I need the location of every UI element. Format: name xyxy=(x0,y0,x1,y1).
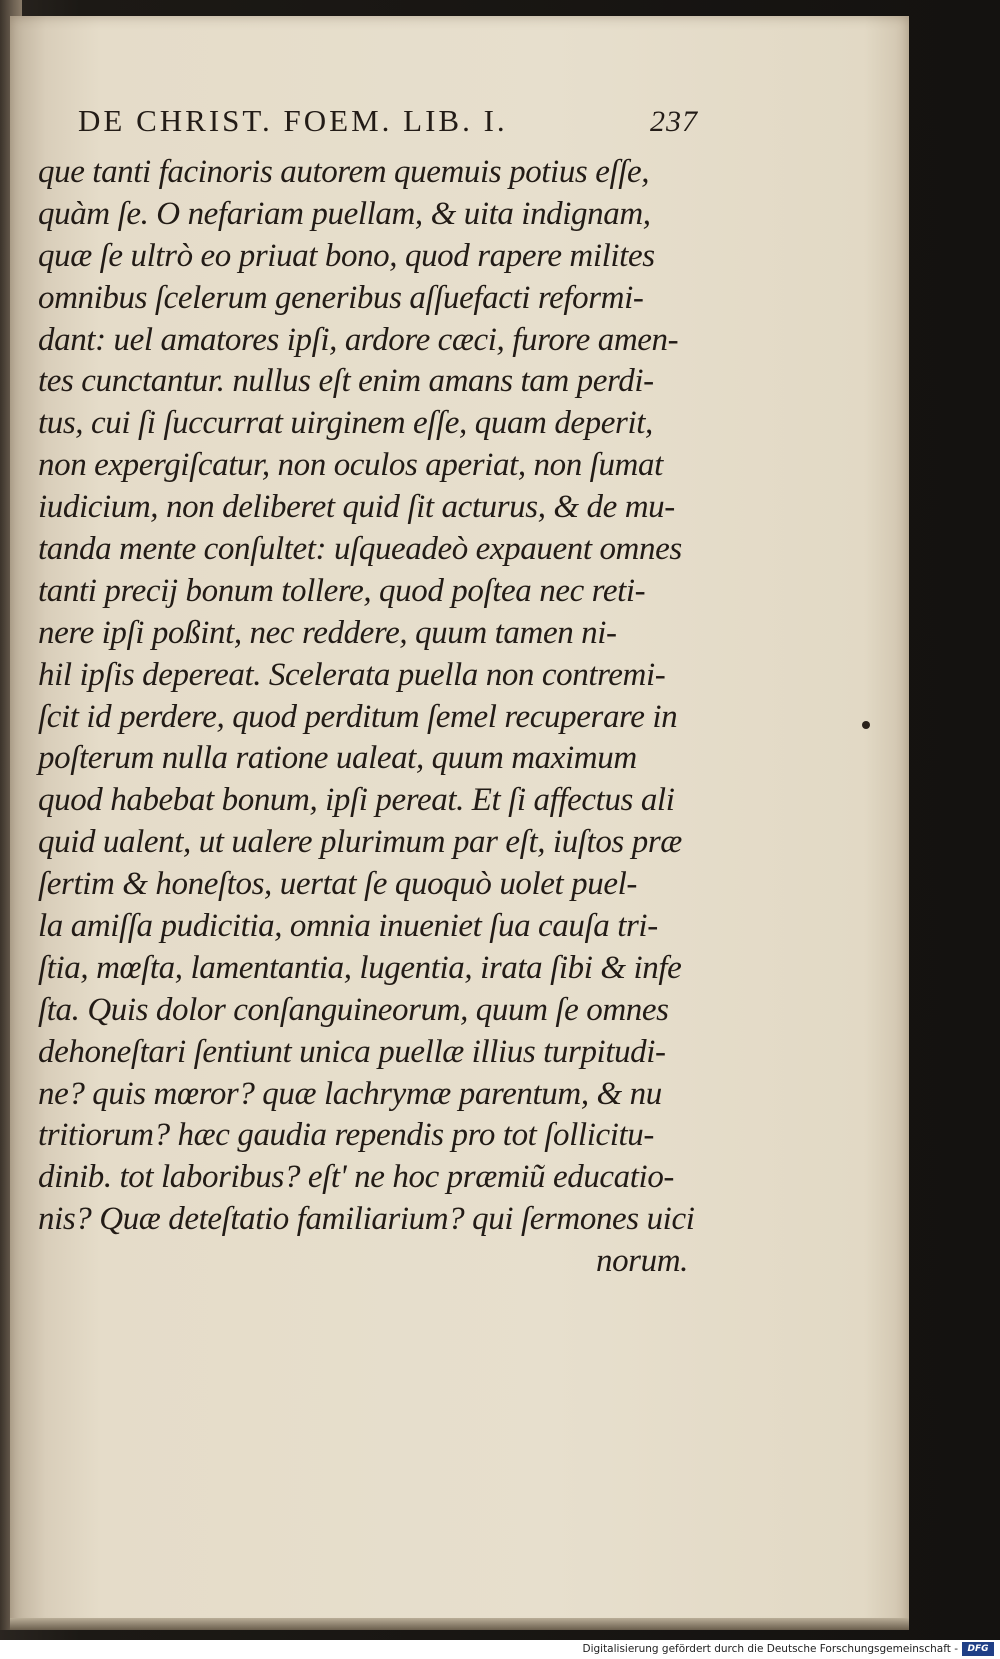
text-line: nere ipſi poßint, nec reddere, quum tamen ni- xyxy=(38,614,617,651)
text-line: dehoneſtari ſentiunt unica puellæ illius turpitudi- xyxy=(38,1033,666,1070)
text-line: tus, cui ſi ſuccurrat uirginem eſſe, quam deperit, xyxy=(38,405,653,442)
text-line: la amiſſa pudicitia, omnia inueniet ſua cauſa tri- xyxy=(38,908,658,945)
text-line: tanti precij bonum tollere, quod poſtea nec reti- xyxy=(38,572,646,609)
dfg-logo-text: DFG xyxy=(967,1644,989,1654)
text-line: tanda mente conſultet: uſqueadeò expauent omnes xyxy=(38,531,682,568)
text-line: iudicium, non deliberet quid ſit acturus, & de mu- xyxy=(38,489,675,526)
page-bottom-edge xyxy=(10,1618,909,1630)
running-head xyxy=(78,103,698,143)
text-line: non expergiſcatur, non oculos aperiat, non ſumat xyxy=(38,447,663,484)
text-line: hil ipſis depereat. Scelerata puella non contremi- xyxy=(38,656,666,693)
text-line: ſcit id perdere, quod perditum ſemel recuperare in xyxy=(38,698,678,735)
text-line: omnibus ſcelerum generibus aſſuefacti reformi- xyxy=(38,279,644,316)
dfg-logo xyxy=(962,1642,994,1656)
footer-credit: Digitalisierung gefördert durch die Deutsche Forschungsgemeinschaft - xyxy=(582,1643,958,1655)
text-line: dinib. tot laboribus? eſt' ne hoc præmiũ educatio- xyxy=(38,1159,675,1196)
text-line: poſterum nulla ratione ualeat, quum maximum xyxy=(38,740,637,777)
text-line: ſta. Quis dolor conſanguineorum, quum ſe omnes xyxy=(38,991,669,1028)
text-line: quàm ſe. O nefariam puellam, & uita indignam, xyxy=(38,195,651,232)
text-line: ſtia, mœſta, lamentantia, lugentia, irata ſibi & infe xyxy=(38,949,682,986)
text-line: que tanti facinoris autorem quemuis potius eſſe, xyxy=(38,154,650,190)
text-line: ſertim & honeſtos, uertat ſe quoquò uolet puel- xyxy=(38,866,637,903)
text-line: tes cunctantur. nullus eſt enim amans tam perdi- xyxy=(38,363,654,400)
text-line: quæ ſe ultrò eo priuat bono, quod rapere milites xyxy=(38,237,655,274)
text-line: nis? Quæ deteſtatio familiarium? qui ſermones uici xyxy=(38,1201,695,1238)
running-head-title: DE CHRIST. FOEM. LIB. I. xyxy=(78,103,508,138)
text-line: quid ualent, ut ualere plurimum par eſt, iuſtos præ xyxy=(38,824,682,861)
text-line: ne? quis mœror? quæ lachrymæ parentum, & nu xyxy=(38,1075,662,1112)
text-line: dant: uel amatores ipſi, ardore cæci, furore amen- xyxy=(38,321,679,358)
text-line: tritiorum? hæc gaudia rependis pro tot ſollicitu- xyxy=(38,1117,654,1154)
page-number: 237 xyxy=(650,105,698,138)
text-line: quod habebat bonum, ipſi pereat. Et ſi affectus ali xyxy=(38,782,675,819)
catchword: norum. xyxy=(595,1243,688,1280)
body-text xyxy=(38,152,698,1283)
ink-spot xyxy=(862,721,870,729)
